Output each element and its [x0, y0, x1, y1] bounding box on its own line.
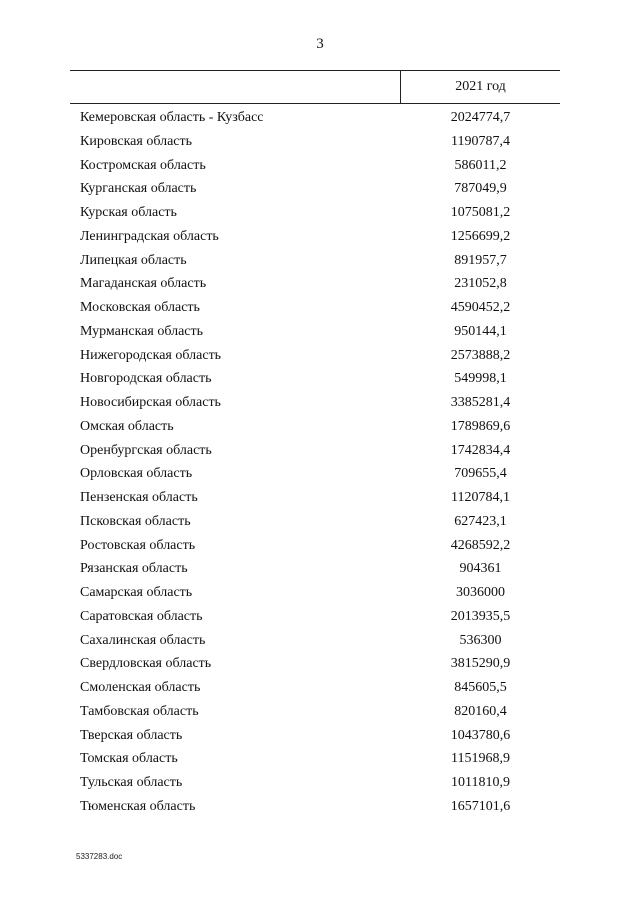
region-name: Ростовская область — [80, 537, 196, 553]
region-value: 1075081,2 — [450, 205, 511, 220]
table-row — [0, 652, 640, 676]
region-value: 3385281,4 — [450, 395, 511, 410]
region-value: 231052,8 — [454, 276, 507, 292]
region-name: Тверская область — [80, 727, 183, 743]
region-value: 536300 — [459, 632, 502, 648]
region-value: 1256699,2 — [450, 228, 511, 244]
region-value: 1151968,9 — [451, 751, 510, 767]
table-row — [0, 177, 640, 201]
table-row — [0, 557, 640, 581]
region-value: 549998,1 — [454, 371, 507, 387]
table-row — [0, 106, 640, 130]
region-name: Сахалинская область — [80, 632, 206, 648]
region-name: Оренбургская область — [80, 442, 212, 458]
region-value: 586011,2 — [454, 157, 507, 173]
region-value: 1657101,6 — [450, 798, 511, 814]
table-row — [0, 747, 640, 771]
region-value: 3815290,9 — [450, 656, 511, 672]
region-name: Тульская область — [80, 775, 183, 790]
region-value: 1043780,6 — [450, 727, 511, 743]
region-value: 1789869,6 — [450, 418, 511, 434]
table-header — [70, 70, 560, 104]
table-row — [0, 534, 640, 558]
region-value: 4590452,2 — [450, 300, 511, 315]
table-row — [0, 676, 640, 700]
table-row — [0, 367, 640, 391]
table-row — [0, 201, 640, 225]
region-name: Курская область — [80, 205, 177, 220]
table-row — [0, 486, 640, 510]
region-name: Магаданская область — [80, 276, 207, 292]
region-name: Саратовская область — [80, 608, 203, 624]
table-row — [0, 581, 640, 605]
table-body — [0, 106, 640, 819]
region-name: Нижегородская область — [80, 347, 222, 363]
page-number: 3 — [316, 36, 324, 52]
region-name: Тюменская область — [80, 798, 196, 814]
region-name: Омская область — [80, 418, 174, 434]
table-row — [0, 225, 640, 249]
region-name: Тамбовская область — [80, 703, 199, 719]
region-name: Орловская область — [80, 466, 193, 482]
region-name: Пензенская область — [80, 490, 198, 505]
region-name: Самарская область — [80, 585, 193, 600]
region-value: 3036000 — [456, 585, 505, 600]
region-name: Кемеровская область - Кузбасс — [80, 110, 264, 125]
region-name: Мурманская область — [80, 323, 204, 339]
region-name: Новгородская область — [80, 371, 212, 387]
table-row — [0, 510, 640, 534]
footer-document-code: 5337283.doc — [76, 852, 123, 861]
table-row — [0, 629, 640, 653]
table-row — [0, 154, 640, 178]
region-value: 627423,1 — [454, 513, 507, 529]
region-value: 2573888,2 — [450, 347, 511, 363]
table-row — [0, 415, 640, 439]
table-row — [0, 795, 640, 819]
region-name: Липецкая область — [80, 252, 187, 268]
table-row — [0, 130, 640, 154]
table-row — [0, 439, 640, 463]
region-name: Свердловская область — [80, 656, 212, 672]
region-value: 709655,4 — [454, 466, 507, 482]
region-value: 891957,7 — [454, 252, 507, 268]
region-value: 820160,4 — [454, 703, 507, 719]
table-row — [0, 249, 640, 273]
region-name: Московская область — [80, 300, 200, 315]
region-value: 4268592,2 — [450, 537, 511, 553]
region-value: 1190787,4 — [451, 133, 510, 149]
table-row — [0, 320, 640, 344]
region-value: 1011810,9 — [451, 775, 510, 790]
table-row — [0, 724, 640, 748]
table-row — [0, 391, 640, 415]
table-row — [0, 605, 640, 629]
region-value: 950144,1 — [454, 323, 507, 339]
table-row — [0, 771, 640, 795]
table-row — [0, 700, 640, 724]
region-name: Ленинградская область — [80, 228, 219, 244]
region-name: Рязанская область — [80, 561, 188, 577]
region-name: Томская область — [80, 751, 178, 767]
region-name: Кировская область — [80, 133, 193, 149]
region-name: Новосибирская область — [80, 395, 221, 410]
table-row — [0, 462, 640, 486]
region-value: 2024774,7 — [450, 110, 511, 125]
region-name: Костромская область — [80, 157, 206, 173]
region-name: Смоленская область — [80, 680, 201, 695]
table-row — [0, 344, 640, 368]
table-row — [0, 296, 640, 320]
region-name: Курганская область — [80, 181, 197, 197]
region-value: 2013935,5 — [450, 608, 511, 624]
region-value: 1120784,1 — [451, 490, 510, 505]
table-row — [0, 272, 640, 296]
region-value: 845605,5 — [454, 680, 507, 695]
region-value: 1742834,4 — [450, 442, 511, 458]
region-value: 904361 — [459, 561, 502, 577]
region-name: Псковская область — [80, 513, 191, 529]
column-header-year: 2021 год — [455, 79, 506, 94]
region-value: 787049,9 — [454, 181, 507, 197]
